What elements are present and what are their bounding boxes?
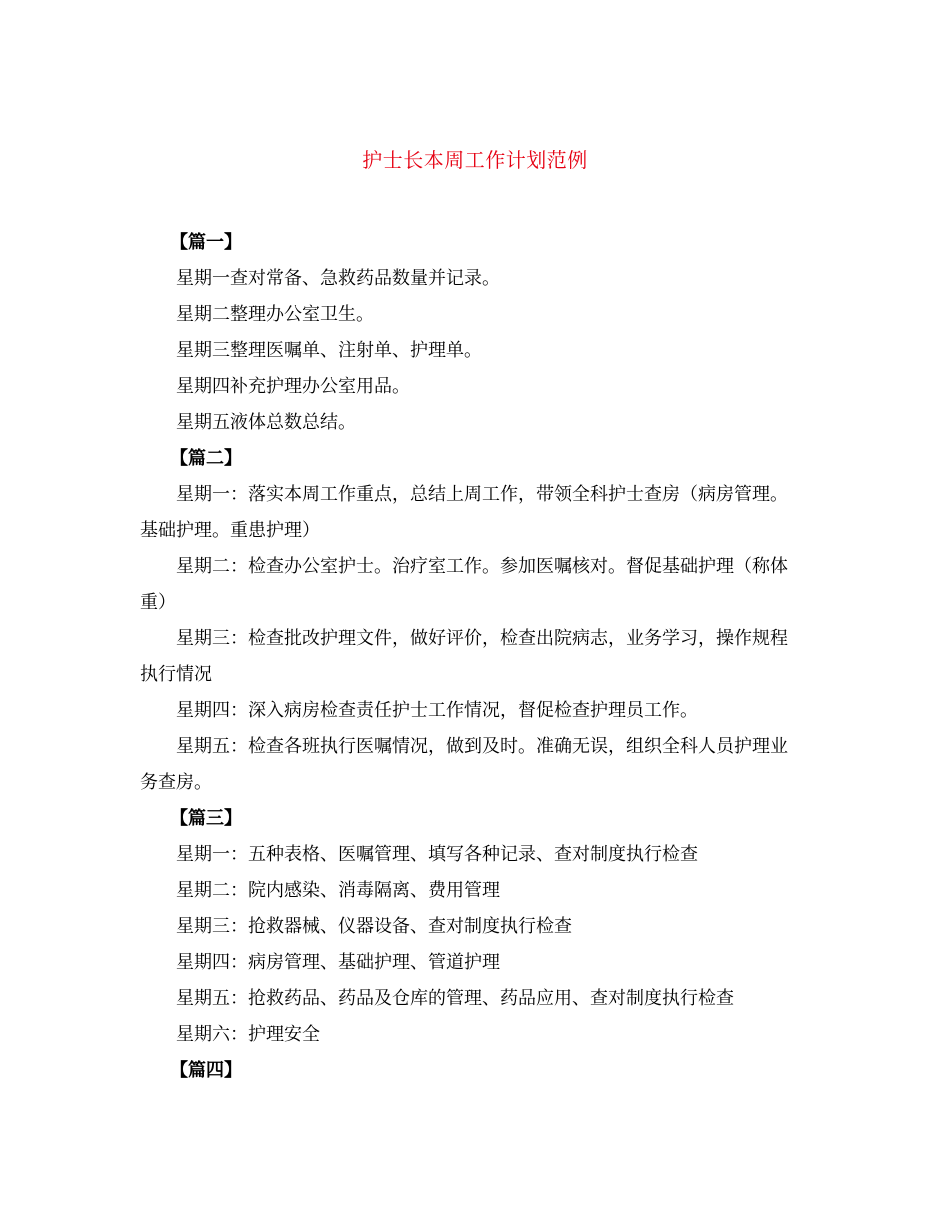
- paragraph: 星期三：抢救器械、仪器设备、查对制度执行检查: [176, 916, 572, 937]
- paragraph: 星期一查对常备、急救药品数量并记录。: [176, 268, 500, 289]
- section-heading-3: 【篇三】: [170, 808, 242, 829]
- paragraph: 星期六：护理安全: [176, 1024, 320, 1045]
- paragraph-line: 星期一：落实本周工作重点，总结上周工作，带领全科护士查房（病房管理。: [176, 484, 788, 505]
- paragraph-line: 星期四：深入病房检查责任护士工作情况，督促检查护理员工作。: [176, 700, 698, 721]
- paragraph-line: 执行情况: [140, 664, 212, 685]
- section-heading-2: 【篇二】: [170, 448, 242, 469]
- document-body: [140, 225, 814, 1089]
- paragraph: 星期三整理医嘱单、注射单、护理单。: [176, 340, 482, 361]
- paragraph-line: 星期二：检查办公室护士。治疗室工作。参加医嘱核对。督促基础护理（称体: [176, 556, 788, 577]
- paragraph: 星期四：病房管理、基础护理、管道护理: [176, 952, 500, 973]
- paragraph-line: 星期三：检查批改护理文件，做好评价，检查出院病志，业务学习，操作规程: [176, 628, 788, 649]
- paragraph: 星期四补充护理办公室用品。: [176, 376, 410, 397]
- paragraph: 星期二整理办公室卫生。: [176, 304, 374, 325]
- page-title: 护士长本周工作计划范例: [362, 148, 588, 172]
- paragraph-line: 务查房。: [140, 772, 212, 793]
- paragraph: 星期五：抢救药品、药品及仓库的管理、药品应用、查对制度执行检查: [176, 988, 734, 1009]
- paragraph-line: 重）: [140, 592, 176, 613]
- section-heading-1: 【篇一】: [170, 232, 242, 253]
- paragraph-line: 基础护理。重患护理）: [140, 520, 320, 541]
- paragraph: 星期二：院内感染、消毒隔离、费用管理: [176, 880, 500, 901]
- paragraph: 星期五液体总数总结。: [176, 412, 356, 433]
- paragraph: 星期一：五种表格、医嘱管理、填写各种记录、查对制度执行检查: [176, 844, 698, 865]
- paragraph-line: 星期五：检查各班执行医嘱情况，做到及时。准确无误，组织全科人员护理业: [176, 736, 788, 757]
- section-heading-4: 【篇四】: [170, 1060, 242, 1081]
